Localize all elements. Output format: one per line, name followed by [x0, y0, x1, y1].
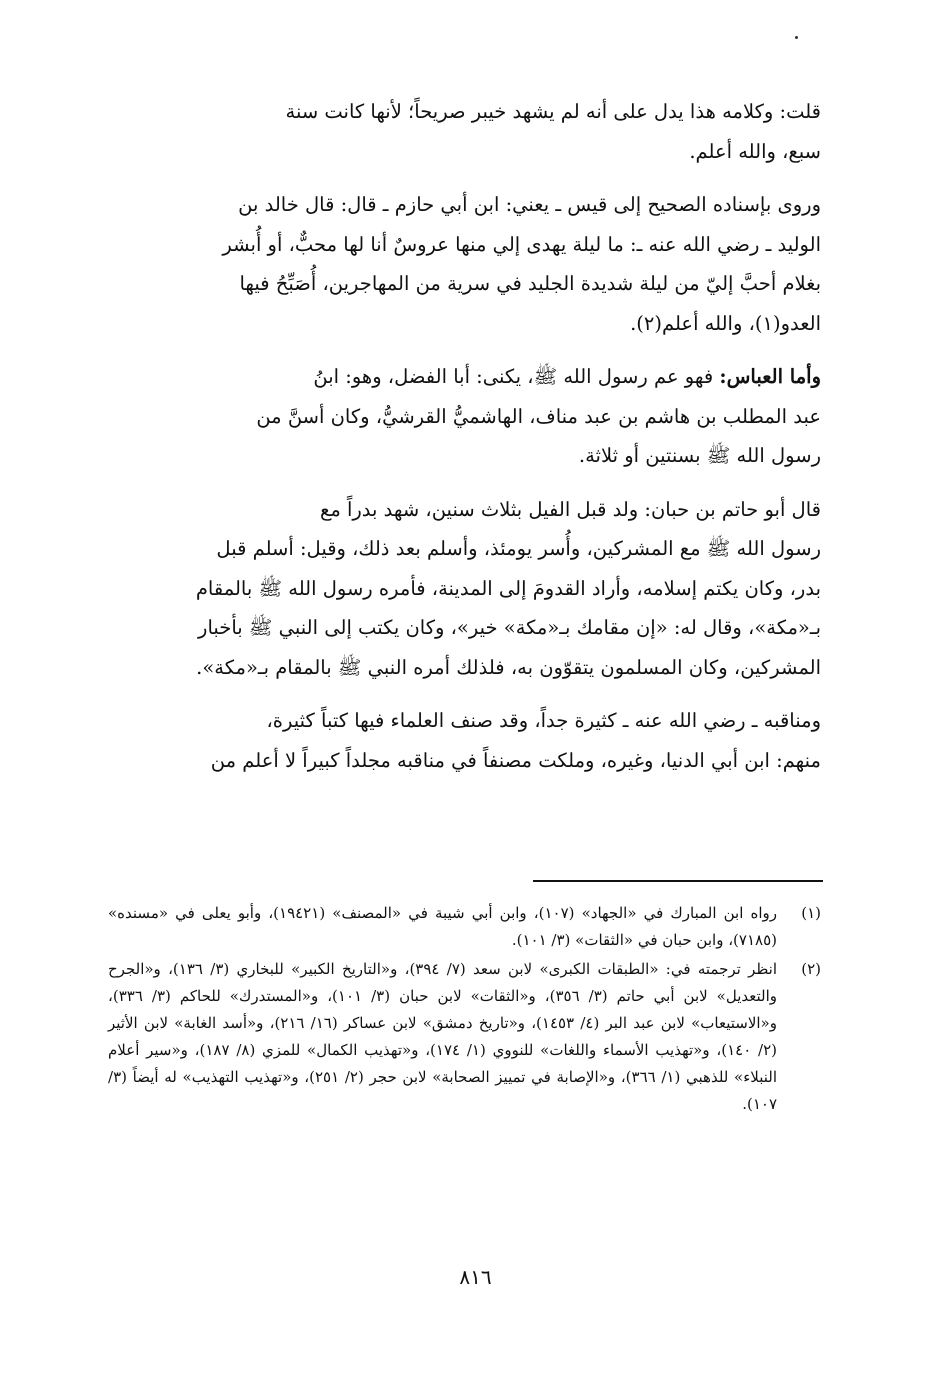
text-line: المشركين، وكان المسلمون يتقوّون به، فلذلك أمره النبي ﷺ بالمقام بـ«مكة». — [196, 655, 821, 679]
text-line: الوليد ـ رضي الله عنه ـ: ما ليلة يهدى إلي منها عروسٌ أنا لها محبٌّ، أو أُبشر — [222, 232, 821, 256]
text-line: رسول الله ﷺ مع المشركين، وأُسر يومئذ، وأسلم بعد ذلك، وقيل: أسلم قبل — [216, 537, 821, 560]
text-line: سبع، والله أعلم. — [689, 139, 821, 163]
footnote-divider — [533, 880, 823, 882]
text-line: بدر، وكان يكتم إسلامه، وأراد القدومَ إلى المدينة، فأمره رسول الله ﷺ بالمقام — [195, 576, 821, 600]
text-line-rest: فهو عم رسول الله ﷺ، يكنى: أبا الفضل، وهو: ابنُ — [313, 365, 720, 388]
text-line: ومناقبه ـ رضي الله عنه ـ كثيرة جداً، وقد صنف العلماء فيها كتباً كثيرة، — [266, 709, 821, 732]
text-line: العدو(١)، والله أعلم(٢). — [630, 311, 821, 335]
text-line: منهم: ابن أبي الدنيا، وغيره، وملكت مصنفاً في مناقبه مجلداً كبيراً لا أعلم من — [210, 748, 821, 772]
text-line: وروى بإسناده الصحيح إلى قيس ـ يعني: ابن أبي حازم ـ قال: قال خالد بن — [238, 193, 821, 216]
text-line: عبد المطلب بن هاشم بن عبد مناف، الهاشميُّ القرشيُّ، وكان أسنَّ من — [256, 404, 821, 428]
paragraph-4 — [105, 490, 821, 688]
section-lead: وأما العباس: — [719, 365, 821, 388]
footnote-1 — [108, 900, 821, 954]
text-line: قال أبو حاتم بن حبان: ولد قبل الفيل بثلاث سنين، شهد بدراً مع — [319, 497, 821, 521]
paragraph-5 — [105, 701, 821, 780]
text-line: بـ«مكة»، وقال له: «إن مقامك بـ«مكة» خير»، وكان يكتب إلى النبي ﷺ بأخبار — [198, 616, 821, 639]
text-line — [105, 357, 821, 397]
footnote-number: (١) — [801, 904, 821, 922]
page-number: ٨١٦ — [459, 1265, 492, 1289]
footnote-text: انظر ترجمته في: «الطبقات الكبرى» لابن سعد (٧/ ٣٩٤)، و«التاريخ الكبير» للبخاري (٣/ ١٣٦)، و«الجرح والتعديل» لابن أبي حاتم (٣/ ٣٥٦)، و«الثقات» لابن حبان (٣/ ١٠١)، و«المستدرك» للحاكم (٣/ ٣٣٦)، و«الاستيعاب» لابن عبد البر (٤/ ١٤٥٣)، و«تاريخ دمشق» لابن عساكر (١٦/ ٢١٦)، و«أسد الغابة» لابن الأثير (٢/ ١٤٠)، و«تهذيب الأسماء واللغات» للنووي (١/ ١٧٤)، و«تهذيب الكمال» للمزي (٨/ ١٨٧)، و«سير أعلام النبلاء» للذهبي (١/ ٣٦٦)، و«الإصابة في تمييز الصحابة» لابن حجر (٢/ ٢٥١)، و«تهذيب التهذيب» له أيضاً (٣/ ١٠٧). — [108, 960, 778, 1113]
paragraph-3 — [105, 357, 821, 476]
text-line: بغلام أحبَّ إليّ من ليلة شديدة الجليد في سرية من المهاجرين، أُصَبِّحُ فيها — [239, 272, 821, 295]
footnote-2 — [108, 956, 821, 1118]
main-text — [105, 92, 821, 794]
text-line: قلت: وكلامه هذا يدل على أنه لم يشهد خيبر صريحاً؛ لأنها كانت سنة — [285, 100, 821, 123]
footnote-text: رواه ابن المبارك في «الجهاد» (١٠٧)، وابن أبي شيبة في «المصنف» (١٩٤٢١)، وأبو يعلى في «مسنده» (٧١٨٥)، وابن حبان في «الثقات» (٣/ ١٠١). — [108, 904, 777, 949]
text-line: رسول الله ﷺ بسنتين أو ثلاثة. — [578, 444, 821, 467]
footnotes — [108, 900, 821, 1120]
footnote-number: (٢) — [801, 960, 821, 978]
print-speck — [795, 36, 798, 39]
paragraph-1 — [105, 92, 821, 171]
paragraph-2 — [105, 185, 821, 343]
